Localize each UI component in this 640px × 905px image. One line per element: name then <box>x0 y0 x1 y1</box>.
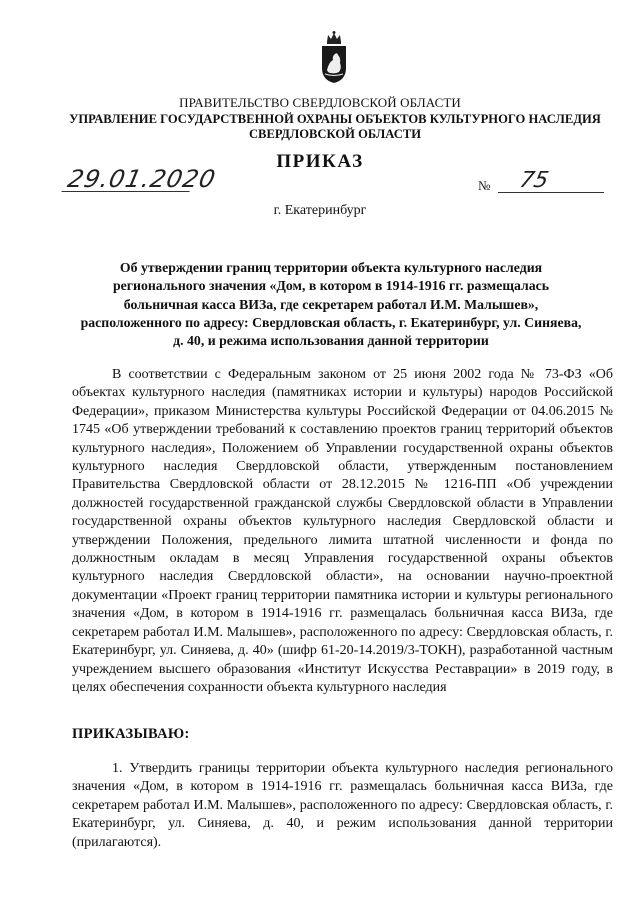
preamble-text: В соответствии с Федеральным законом от 25 июня 2002 года № 73-ФЗ «Об объектах культурного наследия (памятниках истории и культуры) народов Российской Федерации», приказом Министерства культуры Российской Федерации от 04.06.2015 № 1745 «Об утверждении требований к составлению проектов границ территорий объектов культурного наследия», Положением об Управлении государственной охраны объектов культурного наследия Свердловской области, утвержденным постановлением Правительства Свердловской области от 28.12.2015 № 1216-ПП «Об учреждении должностей государственной гражданской службы Свердловской области в Управлении государственной охраны объектов культурного наследия Свердловской области и утверждении Положения, предельного лимита штатной численности и фонда по должностным окладам в месяц Управления государственной охраны объектов культурного наследия Свердловской области», на основании научно-проектной документации «Проект границ территории памятника истории и культуры регионального значения «Дом, в котором в 1914-1916 гг. размещалась больничная касса ВИЗа, где секретарем работал И.М. Малышев», расположенного по адресу: Свердловская область, г. Екатеринбург, ул. Синяева, д. 40» (шифр 61-20-14.2019/3-ТОКН), разработанной частным учреждением высшего образования «Институт Искусства Реставрации» в 2019 году, в целях обеспечения сохранности объекта культурного наследия <box>72 367 613 695</box>
order-item-1: 1. Утвердить границы территории объекта культурного наследия регионального значения «Дом, в котором в 1914-1916 гг. размещалась больничная касса ВИЗа, где секретарем работал И.М. Малышев», расположенного по адресу: Свердловская область, г. Екатеринбург, ул. Синяева, д. 40, и режим использования данной территории (прилагаются). <box>72 761 613 850</box>
order-word: ПРИКАЗЫВАЮ: <box>72 726 190 742</box>
document-city: г. Екатеринбург <box>273 203 367 218</box>
document-subject: Об утверждении границ территории объекта культурного наследия регионального значения «Дом, в котором в 1914-1916 гг. размещалась больничная касса ВИЗа, где секретарем работал И.М. Малышев», расположенного по адресу: Свердловская область, г. Екатеринбург, ул. Синяева, д. 40, и режима использования данной территории <box>80 260 582 349</box>
document-number: 75 <box>517 168 551 193</box>
document-title: ПРИКАЗ <box>276 151 364 172</box>
government-name: ПРАВИТЕЛЬСТВО СВЕРДЛОВСКОЙ ОБЛАСТИ <box>179 95 461 110</box>
document-date: 29.01.2020 <box>61 168 194 192</box>
preamble <box>72 366 613 697</box>
department-name: УПРАВЛЕНИЕ ГОСУДАРСТВЕННОЙ ОХРАНЫ ОБЪЕКТОВ КУЛЬТУРНОГО НАСЛЕДИЯ СВЕРДЛОВСКОЙ ОБЛАСТИ <box>69 112 601 141</box>
coat-of-arms-icon <box>319 30 349 84</box>
number-label: № <box>478 178 491 193</box>
order-items <box>72 760 613 852</box>
number-underline <box>498 192 604 193</box>
